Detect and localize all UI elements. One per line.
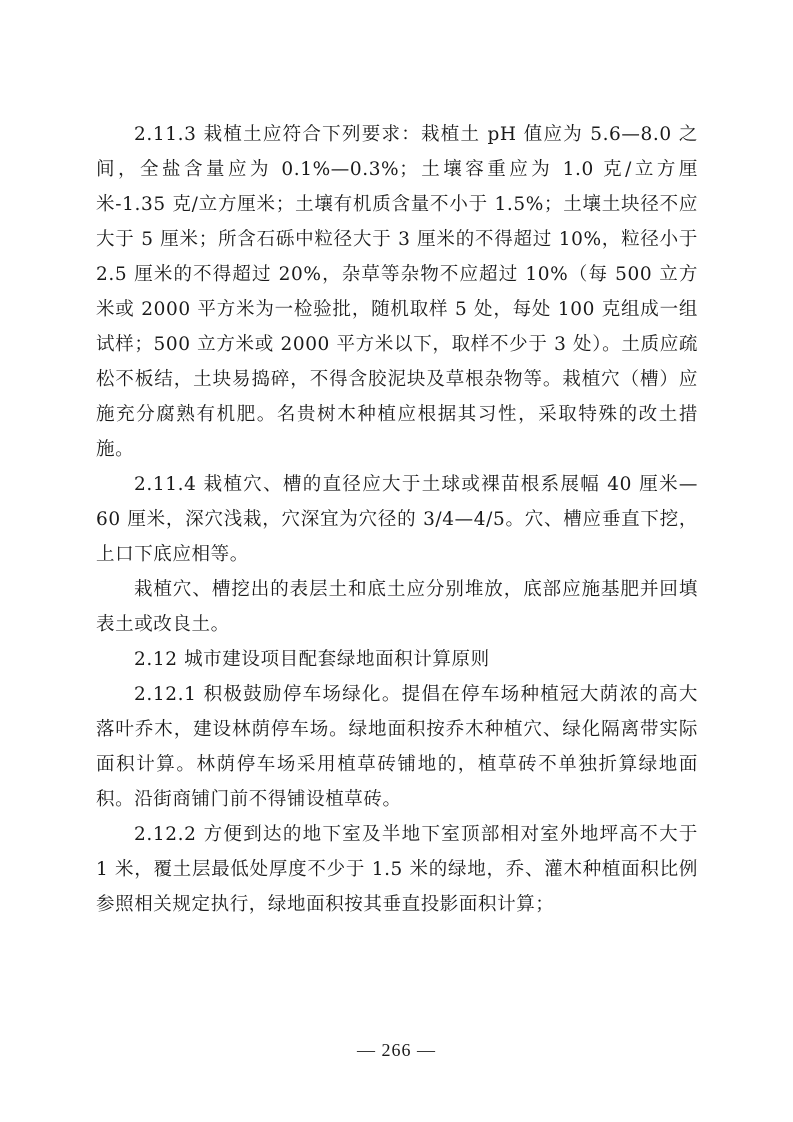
paragraph-2-12-2: 2.12.2 方便到达的地下室及半地下室顶部相对室外地坪高不大于 1 米，覆土层最低处厚度不少于 1.5 米的绿地，乔、灌木种植面积比例参照相关规定执行，绿地面积按其垂直投影面积计算； [96, 824, 698, 915]
section-heading-2-12: 2.12 城市建设项目配套绿地面积计算原则 [134, 649, 490, 670]
page-number: — 266 — [357, 1040, 436, 1060]
paragraph-2-11-4: 2.11.4 栽植穴、槽的直径应大于土球或裸苗根系展幅 40 厘米—60 厘米，深穴浅栽，穴深宜为穴径的 3/4—4/5。穴、槽应垂直下挖，上口下底应相等。 [96, 474, 698, 565]
paragraph-2-11-3: 2.11.3 栽植土应符合下列要求：栽植土 pH 值应为 5.6—8.0 之间，全盐含量应为 0.1%—0.3%；土壤容重应为 1.0 克/立方厘米-1.35 克/立方厘米；土壤有机质含量不小于 1.5%；土壤土块径不应大于 5 厘米；所含石砾中粒径大于 3 厘米的不得超过 10%，粒径小于 2.5 厘米的不得超过 20%，杂草等杂物不应超过 10%（每 500 立方米或 2000 平方米为一检验批，随机取样 5 处，每处 100 克组成一组试样；500 立方米或 2000 平方米以下，取样不少于 3 处）。土质应疏松不板结，土块易捣碎，不得含胶泥块及草根杂物等。栽植穴（槽）应施充分腐熟有机肥。名贵树木种植应根据其习性，采取特殊的改土措施。 [96, 124, 698, 460]
paragraph-planting-pit-soil: 栽植穴、槽挖出的表层土和底土应分别堆放，底部应施基肥并回填表土或改良土。 [96, 579, 698, 635]
body-text [96, 117, 698, 922]
paragraph-2-12-1: 2.12.1 积极鼓励停车场绿化。提倡在停车场种植冠大荫浓的高大落叶乔木，建设林荫停车场。绿地面积按乔木种植穴、绿化隔离带实际面积计算。林荫停车场采用植草砖铺地的，植草砖不单独折算绿地面积。沿街商铺门前不得铺设植草砖。 [96, 684, 698, 810]
